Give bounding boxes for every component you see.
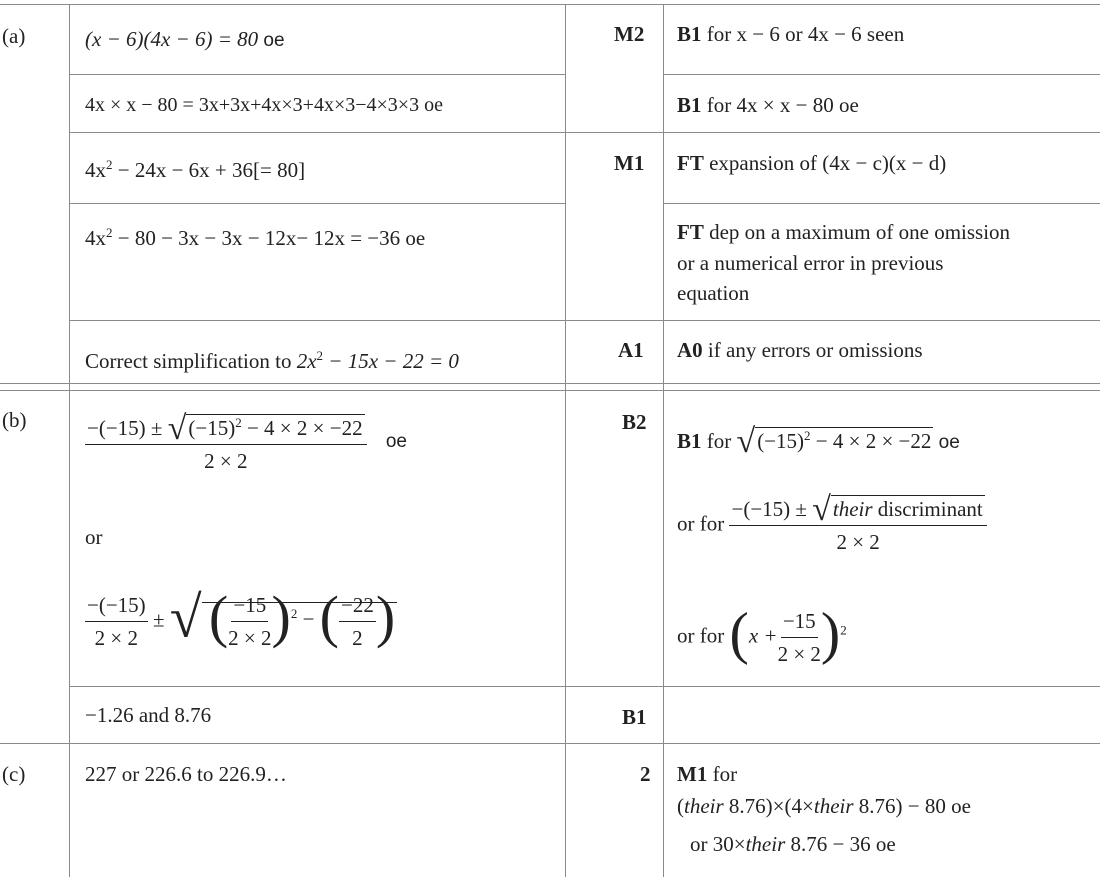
row-b1-or: or: [85, 525, 103, 549]
row-a5-mark: A1: [618, 338, 644, 362]
row-divider-a1: [69, 74, 565, 75]
row-divider-b1: [69, 686, 1100, 687]
row-divider-a3: [69, 203, 565, 204]
formula1-numerator: $-(-15) \pm √(-15)^2 - 4 \times 2 \times -22$: [85, 410, 367, 445]
row-a4-comment-line2: or a numerical error in previous: [677, 251, 944, 275]
row-a4-comment-line3: equation: [677, 281, 750, 305]
formula1-denominator: 2 × 2: [204, 449, 248, 473]
row-c-comment-line1: M1 for: [677, 762, 738, 786]
row-a4-answer: $4x^2 - 80 - 3x - 3x - 12x- 12x = -36$ oe: [85, 225, 426, 250]
row-divider-a2-right: [565, 132, 1100, 133]
row-a2-answer: 4x × x − 80 = 3x+3x+4x×3+4x×3−4×3×3 oe: [85, 94, 443, 116]
row-divider-a4: [69, 320, 1100, 321]
row-a3-mark: M1: [614, 151, 645, 175]
row-b1-formula2: $\frac{-(-15)}{2 \times 2}$ ± √ ( $\frac{-15}{2 \times 2}$ )$^2$ − ( $\frac{-22}{2}$ ): [87, 584, 396, 650]
row-a2-comment: B1 for 4x × x − 80 oe: [677, 93, 859, 117]
col-divider-2: [565, 4, 566, 877]
row-a1-mark: M2: [614, 22, 645, 46]
row-a1-answer: (x − 6)(4x − 6) = 80 oe: [85, 27, 285, 51]
table-border-top: [0, 4, 1100, 5]
row-b1-comment1: B1 for $√(-15)^2 - 4 \times 2 \times -22$ oe: [677, 423, 960, 460]
row-b1-mark: B2: [622, 410, 647, 434]
row-b2-answer: −1.26 and 8.76: [85, 703, 212, 727]
row-divider-a2: [69, 132, 565, 133]
row-b2-mark: B1: [622, 705, 647, 729]
row-c-answer: 227 or 226.6 to 226.9…: [85, 762, 287, 786]
row-divider-a1-comment: [663, 74, 1100, 75]
row-a5-answer: Correct simplification to $2x^2 - 15x - 22 = 0$: [85, 348, 459, 373]
row-c-comment-line2: (their 8.76)×(4×their 8.76) − 80 oe: [677, 794, 971, 818]
part-label-c: (c): [2, 762, 26, 786]
row-a5-comment: A0 if any errors or omissions: [677, 338, 923, 362]
row-a4-comment-line1: FT dep on a maximum of one omission: [677, 220, 1011, 244]
col-divider-1: [69, 4, 70, 877]
row-a1-comment: B1 for x − 6 or 4x − 6 seen: [677, 22, 905, 46]
col-divider-3: [663, 4, 664, 877]
row-c-mark: 2: [640, 762, 651, 786]
row-a3-answer: $4x^2 - 24x - 6x + 36[= 80]$: [85, 157, 306, 182]
section-divider-ab: [0, 383, 1100, 384]
part-label-b: (b): [2, 408, 27, 432]
row-divider-a3-comment: [663, 203, 1100, 204]
row-b1-formula1: $\frac{-(-15) \pm √(-15)^2 - 4 \times 2 \times -22}{2 \times 2}$ oe: [87, 410, 407, 473]
row-b1-comment3: or for (x + $\frac{-15}{2 \times 2}$ )$^2$: [677, 600, 847, 666]
row-a3-comment: FT expansion of (4x − c)(x − d): [677, 151, 947, 175]
part-label-a: (a): [2, 24, 26, 48]
section-divider-bc: [0, 743, 1100, 744]
row-b1-comment2: or for $\frac{\text{−(−15) ± √their discriminant}}{2 \times 2}$: [677, 496, 987, 555]
row-c-comment-line3: or 30×their 8.76 − 36 oe: [690, 832, 896, 856]
section-divider-ab-2: [0, 390, 1100, 391]
